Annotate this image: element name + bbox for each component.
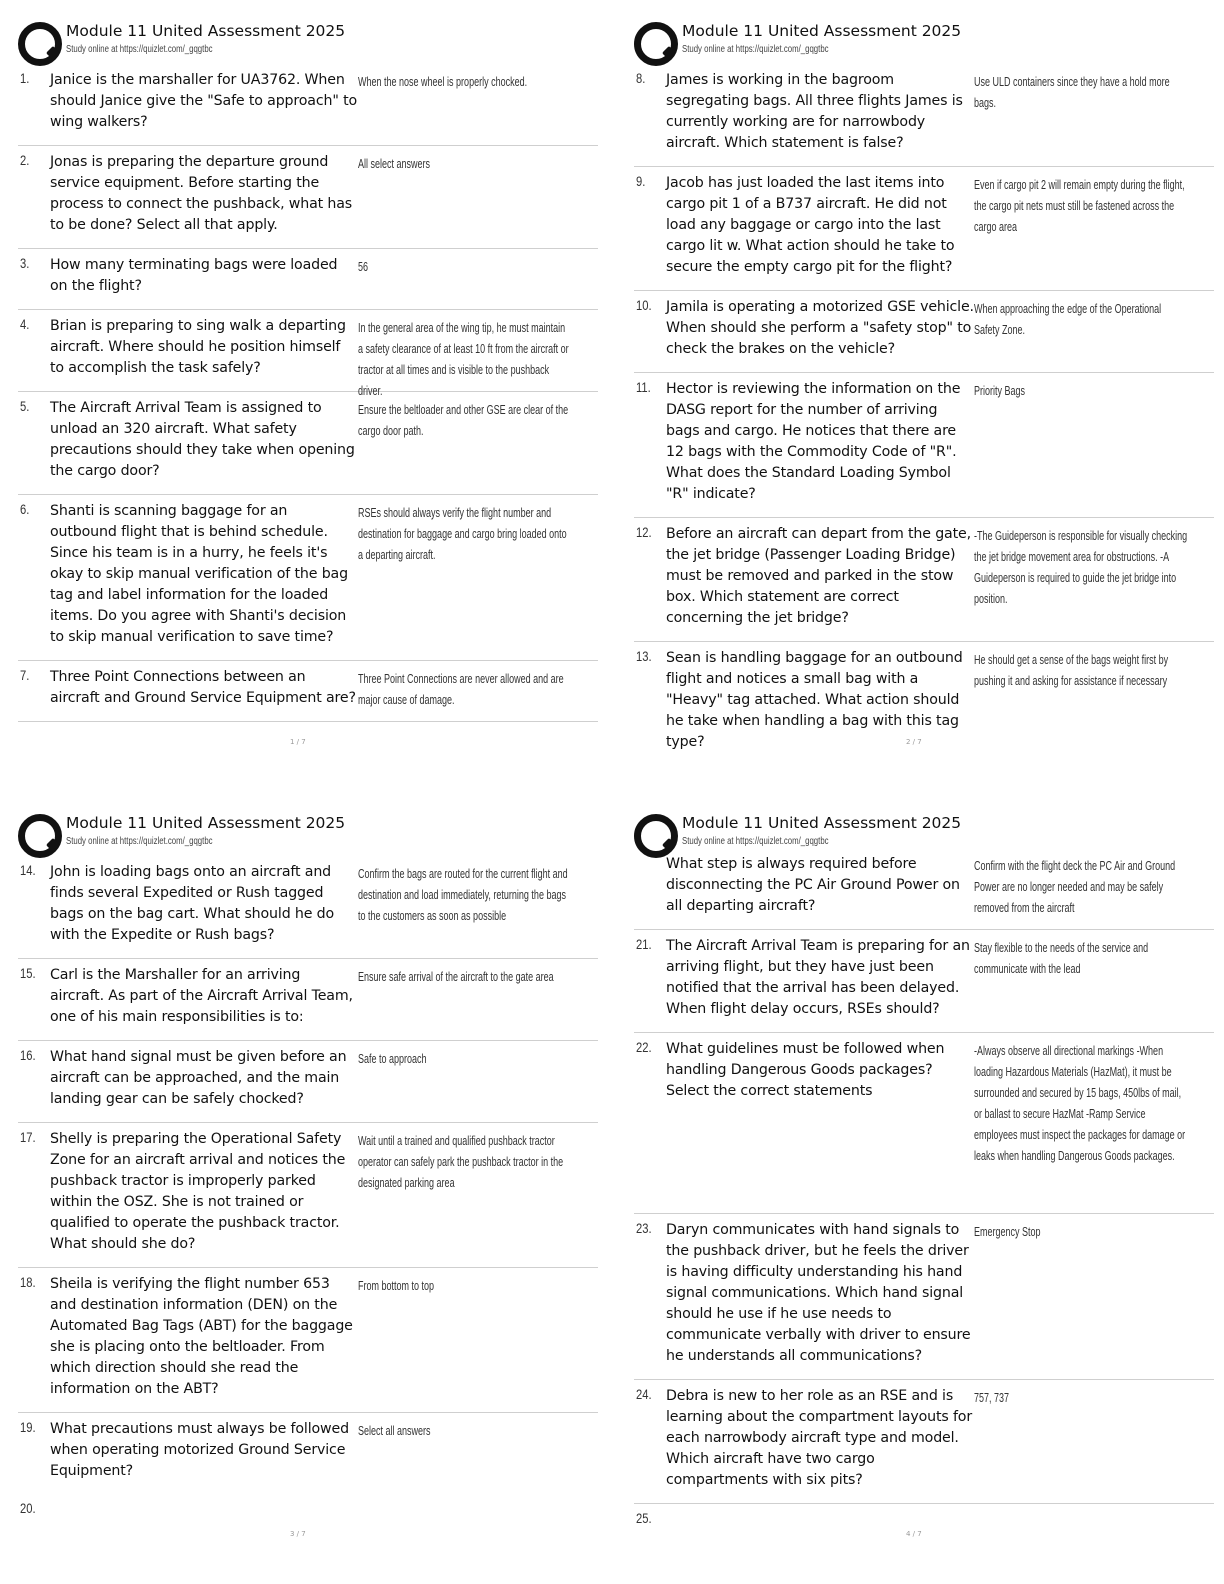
answer-text: Confirm with the flight deck the PC Air and Ground Power are no longer needed and may be safely removed from the aircraft [974,859,1176,915]
page-footer: 2 / 7 [906,738,922,746]
question-text: The Aircraft Arrival Team is preparing for an arriving flight, but they have just been notified that the arrival has been delayed. When flight delay occurs, RSEs should? [666,938,970,1017]
question-text: Shelly is preparing the Operational Safety Zone for an aircraft arrival and notices the pushback tractor is improperly parked within the OSZ. She is not trained or qualified to operate the pushback tractor. What should she do? [50,1131,346,1252]
quizlet-logo-icon [634,814,678,858]
answer-text: -The Guideperson is responsible for visually checking the jet bridge movement area for obstructions. -A Guideperson is required to guide the jet bridge into position. [974,529,1188,606]
question-number: 24. [636,1386,652,1402]
qa-item [634,373,1214,518]
qa-item [18,959,598,1041]
study-link[interactable]: Study online at https://quizlet.com/_gqgtbc [66,44,213,55]
question-text: Janice is the marshaller for UA3762. When should Janice give the "Safe to approach" to wing walkers? [50,72,358,130]
answer-text: Select all answers [358,1424,431,1438]
answer-text: Emergency Stop [974,1225,1041,1239]
question-text: Shanti is scanning baggage for an outbound flight that is behind schedule. Since his team is in a hurry, he feels it's okay to skip manual verification of the bag tag and label information for the loaded items. Do you agree with Shanti's decision to skip manual verification to save time? [50,503,348,645]
answer-text: Confirm the bags are routed for the current flight and destination and load immediately, returning the bags to the customers as soon as possible [358,867,568,923]
qa-item-stub [18,1494,598,1524]
page-header [18,18,598,64]
qa-item [634,1033,1214,1214]
answer-text: Safe to approach [358,1052,427,1066]
question-number: 19. [20,1419,36,1435]
answer-text: Priority Bags [974,384,1026,398]
page-2 [634,18,1214,765]
question-number: 9. [636,173,646,189]
qa-item [18,1041,598,1123]
answer-text: He should get a sense of the bags weight first by pushing it and asking for assistance if necessary [974,653,1169,688]
question-number: 4. [20,316,30,332]
page-footer: 1 / 7 [290,738,306,746]
question-text: Jacob has just loaded the last items into cargo pit 1 of a B737 aircraft. He did not load any baggage or cargo into the last cargo lit w. What action should he take to secure the empty cargo pit for the flight? [666,175,955,275]
answer-text: Even if cargo pit 2 will remain empty during the flight, the cargo pit nets must still be fastened across the cargo area [974,178,1185,234]
qa-item [18,495,598,661]
answer-text: Use ULD containers since they have a hold more bags. [974,75,1170,110]
question-number: 1. [20,70,30,86]
question-number: 11. [636,379,651,395]
question-number: 5. [20,398,30,414]
answer-text: Ensure the beltloader and other GSE are clear of the cargo door path. [358,403,569,438]
qa-item [18,1123,598,1268]
answer-text: Stay flexible to the needs of the service and communicate with the lead [974,941,1149,976]
qa-item [634,930,1214,1033]
qa-item [634,518,1214,642]
question-number: 15. [20,965,36,981]
answer-text: -Always observe all directional markings -When loading Hazardous Materials (HazMat), it must be surrounded and secured by 15 bags, 450lbs of mail, or ballast to secure HazMat -Ramp Service employees must inspect the packages for damage or leaks when handling Dangerous Goods packages. [974,1044,1186,1163]
page-title: Module 11 United Assessment 2025 [66,814,346,832]
question-text: What hand signal must be given before an aircraft can be approached, and the main landing gear can be safely chocked? [50,1049,347,1107]
question-text: Brian is preparing to sing walk a departing aircraft. Where should he position himself to accomplish the task safely? [50,318,346,376]
qa-item [18,392,598,495]
answer-text: From bottom to top [358,1279,435,1293]
qa-item [18,249,598,310]
qa-item [18,856,598,959]
qa-item [18,1268,598,1413]
answer-text: Wait until a trained and qualified pushback tractor operator can safely park the pushback tractor in the designated parking area [358,1134,564,1190]
question-text: What precautions must always be followed when operating motorized Ground Service Equipment? [50,1421,349,1479]
question-text: Daryn communicates with hand signals to the pushback driver, but he feels the driver is having difficulty understanding his hand signal communications. Which hand signal should he use if he use needs to communicate verbally with driver to ensure he understands all communications? [666,1222,971,1364]
qa-item [634,64,1214,167]
question-text: John is loading bags onto an aircraft and finds several Expedited or Rush tagged bags on the bag cart. What should he do with the Expedite or Rush bags? [50,864,335,943]
quizlet-logo-icon [18,22,62,66]
page-footer: 3 / 7 [290,1530,306,1538]
page-footer: 4 / 7 [906,1530,922,1538]
question-text: What step is always required before disconnecting the PC Air Ground Power on all departing aircraft? [666,856,960,914]
page-title: Module 11 United Assessment 2025 [682,22,962,40]
question-number: 12. [636,524,652,540]
qa-item [634,1380,1214,1504]
question-text: Sheila is verifying the flight number 653 and destination information (DEN) on the Automated Bag Tags (ABT) for the baggage she is placing onto the beltloader. From which direction should she read the information on the ABT? [50,1276,353,1397]
qa-item-continued [634,854,1214,930]
answer-text: 56 [358,260,369,274]
question-text: Debra is new to her role as an RSE and is learning about the compartment layouts for each narrowbody aircraft type and model. Which aircraft have two cargo compartments with six pits? [666,1388,973,1488]
question-text: Hector is reviewing the information on the DASG report for the number of arriving bags and cargo. He notices that there are 12 bags with the Commodity Code of "R". What does the Standard Loading Symbol "R" indicate? [666,381,961,502]
question-number: 20. [20,1500,36,1516]
question-text: James is working in the bagroom segregating bags. All three flights James is currently working are for narrowbody aircraft. Which statement is false? [666,72,963,151]
answer-text: In the general area of the wing tip, he must maintain a safety clearance of at least 10 ft from the aircraft or tractor at all times and is visible to the pushback driver. [358,321,569,398]
page-title: Module 11 United Assessment 2025 [682,814,962,832]
question-number: 13. [636,648,652,664]
question-number: 18. [20,1274,36,1290]
page-3 [18,810,598,1524]
answer-text: When the nose wheel is properly chocked. [358,75,528,89]
answer-text: 757, 737 [974,1391,1010,1405]
question-number: 25. [636,1510,652,1526]
question-number: 6. [20,501,30,517]
qa-item [634,167,1214,291]
question-number: 14. [20,862,36,878]
qa-item-stub [634,1504,1214,1534]
question-number: 17. [20,1129,36,1145]
question-number: 16. [20,1047,36,1063]
quizlet-logo-icon [634,22,678,66]
study-link[interactable]: Study online at https://quizlet.com/_gqgtbc [66,836,213,847]
question-text: Jonas is preparing the departure ground service equipment. Before starting the process to connect the pushback, what has to be done? Select all that apply. [50,154,353,233]
question-text: Three Point Connections between an aircraft and Ground Service Equipment are? [50,669,356,706]
qa-item [18,661,598,722]
page-header [18,810,598,856]
answer-text: When approaching the edge of the Operational Safety Zone. [974,302,1162,337]
qa-item [18,1413,598,1494]
question-number: 3. [20,255,30,271]
question-number: 23. [636,1220,652,1236]
question-text: Jamila is operating a motorized GSE vehicle. When should she perform a "safety stop" to check the brakes on the vehicle? [666,299,974,357]
question-text: Carl is the Marshaller for an arriving aircraft. As part of the Aircraft Arrival Team, one of his main responsibilities is to: [50,967,353,1025]
page-header [634,810,1214,854]
page-1 [18,18,598,722]
answer-text: RSEs should always verify the flight number and destination for baggage and cargo bring loaded onto a departing aircraft. [358,506,567,562]
question-text: Sean is handling baggage for an outbound flight and notices a small bag with a "Heavy" tag attached. What action should he take when handling a bag with this tag type? [666,650,963,750]
qa-item [18,64,598,146]
qa-item [18,146,598,249]
question-text: How many terminating bags were loaded on the flight? [50,257,338,294]
question-number: 10. [636,297,652,313]
answer-text: Ensure safe arrival of the aircraft to the gate area [358,970,554,984]
qa-item [634,642,1214,765]
question-number: 8. [636,70,646,86]
answer-text: All select answers [358,157,431,171]
study-link[interactable]: Study online at https://quizlet.com/_gqgtbc [682,836,829,847]
question-text: Before an aircraft can depart from the gate, the jet bridge (Passenger Loading Bridge) must be removed and parked in the stow box. Which statement are correct concerning the jet bridge? [666,526,971,626]
study-link[interactable]: Study online at https://quizlet.com/_gqgtbc [682,44,829,55]
quizlet-logo-icon [18,814,62,858]
qa-item [18,310,598,398]
page-4 [634,810,1214,1534]
qa-item [634,1214,1214,1380]
question-text: What guidelines must be followed when handling Dangerous Goods packages? Select the correct statements [666,1041,945,1099]
qa-item [634,291,1214,373]
page-title: Module 11 United Assessment 2025 [66,22,346,40]
question-number: 22. [636,1039,652,1055]
question-number: 2. [20,152,30,168]
question-number: 7. [20,667,30,683]
page-header [634,18,1214,64]
answer-text: Three Point Connections are never allowed and are major cause of damage. [358,672,564,707]
question-text: The Aircraft Arrival Team is assigned to unload an 320 aircraft. What safety precautions should they take when opening the cargo door? [50,400,355,479]
question-number: 21. [636,936,652,952]
